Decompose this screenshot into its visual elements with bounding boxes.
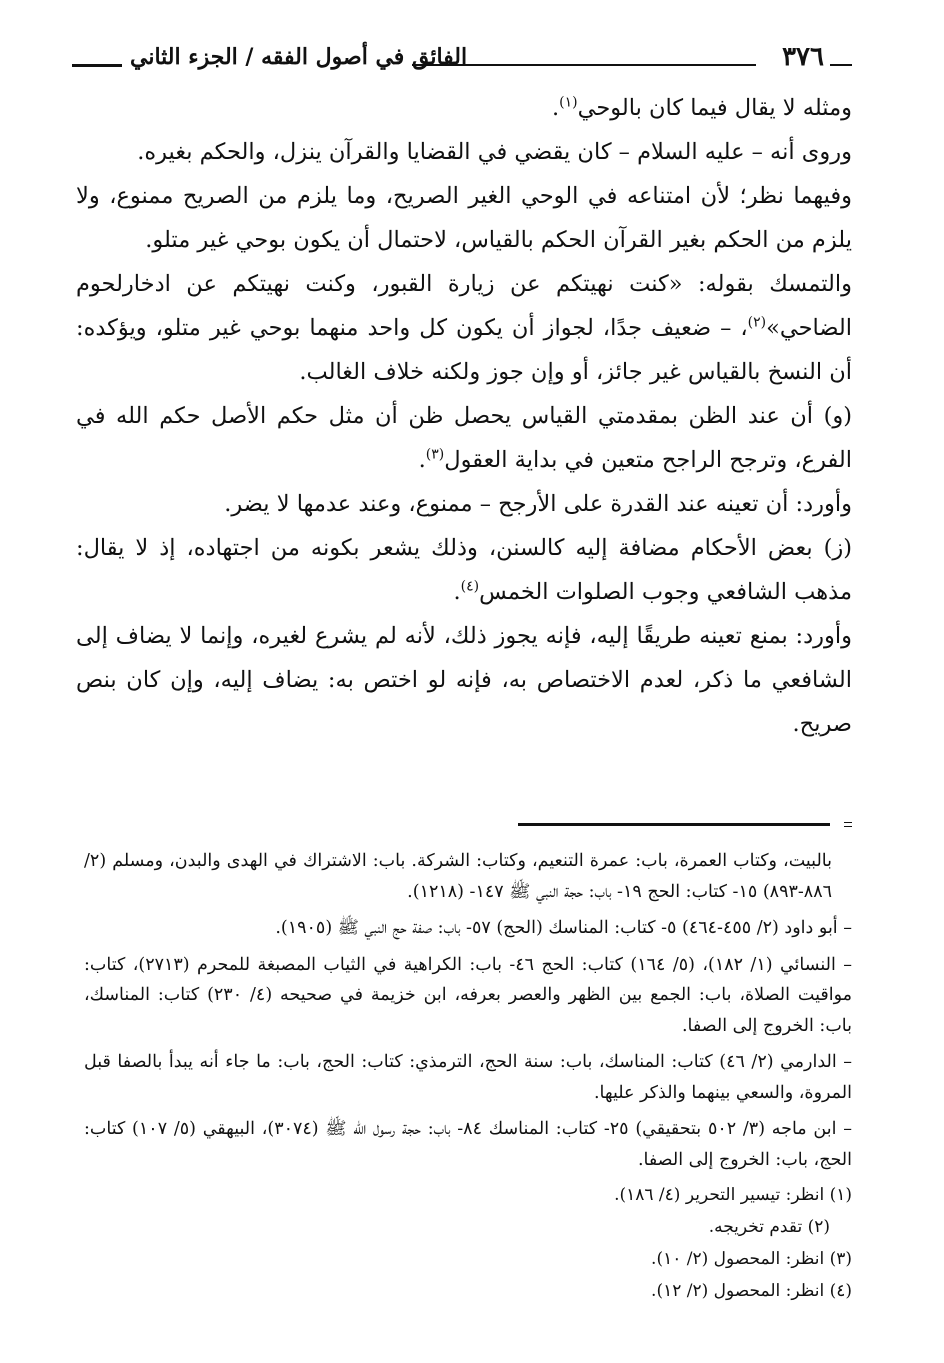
paragraph-tail: ، – ضعيف جدًا، لجواز أن يكون كل واحد منهما بوحي غير متلو، ويؤكده: أن النسخ بالقياس غير جائز، أو وإن جوز ولكنه خلاف الغالب. [76, 315, 852, 385]
paragraph [76, 394, 852, 482]
footnote-marker: (١) [559, 94, 578, 111]
paragraph [76, 482, 852, 526]
paragraph-text: (و) أن عند الظن بمقدمتي القياس يحصل ظن أن مثل حكم الأصل حكم الله في الفرع، وترجح الراجح متعين في بداية العقول [76, 403, 852, 473]
paragraph [76, 174, 852, 262]
paragraph [76, 526, 852, 614]
footnotes-section [84, 846, 852, 1307]
paragraph-tail: . [551, 95, 560, 121]
footnote-source-entry: – الدارمي (٢/ ٤٦) كتاب: المناسك، باب: سنة الحج، الترمذي: كتاب: الحج، باب: ما جاء أنه يبدأ بالصفا قبل المروة، والسعي بينهما والذكر عليها. [84, 1052, 852, 1103]
footnote-source-entry: – ابن ماجه (٣/ ٥٠٢ بتحقيقي) ٢٥- كتاب: المناسك ٨٤- باب: حجة رسول الله ﷺ (٣٠٧٤)، البيهقي (٥/ ١٠٧) كتاب: الحج، باب: الخروج إلى الصفا. [84, 1119, 852, 1170]
footnote-continuation: بالبيت، وكتاب العمرة، باب: عمرة التنعيم، وكتاب: الشركة. باب: الاشتراك في الهدى والبدن، ومسلم (٢/ ٨٨٦-٨٩٣) ١٥- كتاب: الحج ١٩- باب: حجة النبي ﷺ ١٤٧- (١٢١٨). [84, 851, 832, 902]
paragraph [76, 614, 852, 746]
paragraph [76, 86, 852, 130]
paragraph [76, 262, 852, 394]
paragraph-text: ومثله لا يقال فيما كان بالوحي [577, 95, 852, 121]
footnote-divider [518, 823, 830, 826]
main-text [76, 86, 852, 746]
header-rule-left [72, 64, 122, 67]
footnote-item: (٤) انظر: المحصول (٢/ ١٢). [651, 1281, 852, 1301]
paragraph-text: وفيهما نظر؛ لأن امتناعه في الوحي الغير الصريح، وما يلزم من الصريح ممنوع، ولا يلزم من الحكم بغير القرآن الحكم بالقياس، لاحتمال أن يكون بوحي غير متلو. [76, 183, 852, 253]
footnote-source-entry: – أبو داود (٢/ ٤٥٥-٤٦٤) ٥- كتاب: المناسك (الحج) ٥٧- باب: صفة حج النبي ﷺ (١٩٠٥). [275, 918, 852, 938]
paragraph-text: وروى أنه – عليه السلام – كان يقضي في القضايا والقرآن ينزل، والحكم بغيره. [137, 139, 852, 165]
paragraph [76, 130, 852, 174]
footnote-item: (١) انظر: تيسير التحرير (٤/ ١٨٦). [614, 1185, 852, 1205]
page-header [72, 42, 852, 82]
paragraph-text: وأورد: بمنع تعينه طريقًا إليه، فإنه يجوز ذلك، لأنه لم يشرع لغيره، وإنما لا يضاف إلى الشافعي ما ذكر، لعدم الاختصاص به، فإنه لو اختص به: يضاف إليه، وإن كان بنص صريح. [76, 623, 852, 737]
footnote-divider-mark [844, 822, 852, 830]
footnote-list [84, 1179, 852, 1307]
footnote-marker: (٣) [425, 446, 445, 463]
footnote-item: (٢) تقدم تخريجه. [708, 1217, 830, 1237]
paragraph-tail: . [418, 447, 426, 473]
page-number: ٣٧٦ [782, 42, 824, 72]
header-rule-right [830, 64, 852, 66]
paragraph-text: (ز) بعض الأحكام مضافة إليه كالسنن، وذلك يشعر بكونه من اجتهاده، إذ لا يقال: مذهب الشافعي وجوب الصلوات الخمس [76, 535, 852, 605]
footnote-source-entry: – النسائي (١/ ١٨٢)، (٥/ ١٦٤) كتاب: الحج ٤٦- باب: الكراهية في الثياب المصبغة للمحرم (٢٧١٣)، كتاب: مواقيت الصلاة، باب: الجمع بين الظهر والعصر بعرفه، ابن خزيمة في صحيحه (٤/ ٢٣٠) كتاب: المناسك، باب: الخروج إلى الصفا. [84, 954, 852, 1036]
footnote-marker: (٢) [747, 314, 767, 331]
paragraph-text: وأورد: أن تعينه عند القدرة على الأرجح – ممنوع، وعند عدمها لا يضر. [224, 491, 852, 517]
paragraph-text: والتمسك بقوله: «كنت نهيتكم عن زيارة القبور، وكنت نهيتكم عن ادخارلحوم الضاحي» [76, 271, 852, 341]
paragraph-tail: . [453, 579, 461, 605]
footnote-item: (٣) انظر: المحصول (٢/ ١٠). [651, 1249, 852, 1269]
footnote-marker: (٤) [460, 578, 480, 595]
running-title: الفائق في أصول الفقه / الجزء الثاني [130, 44, 468, 70]
